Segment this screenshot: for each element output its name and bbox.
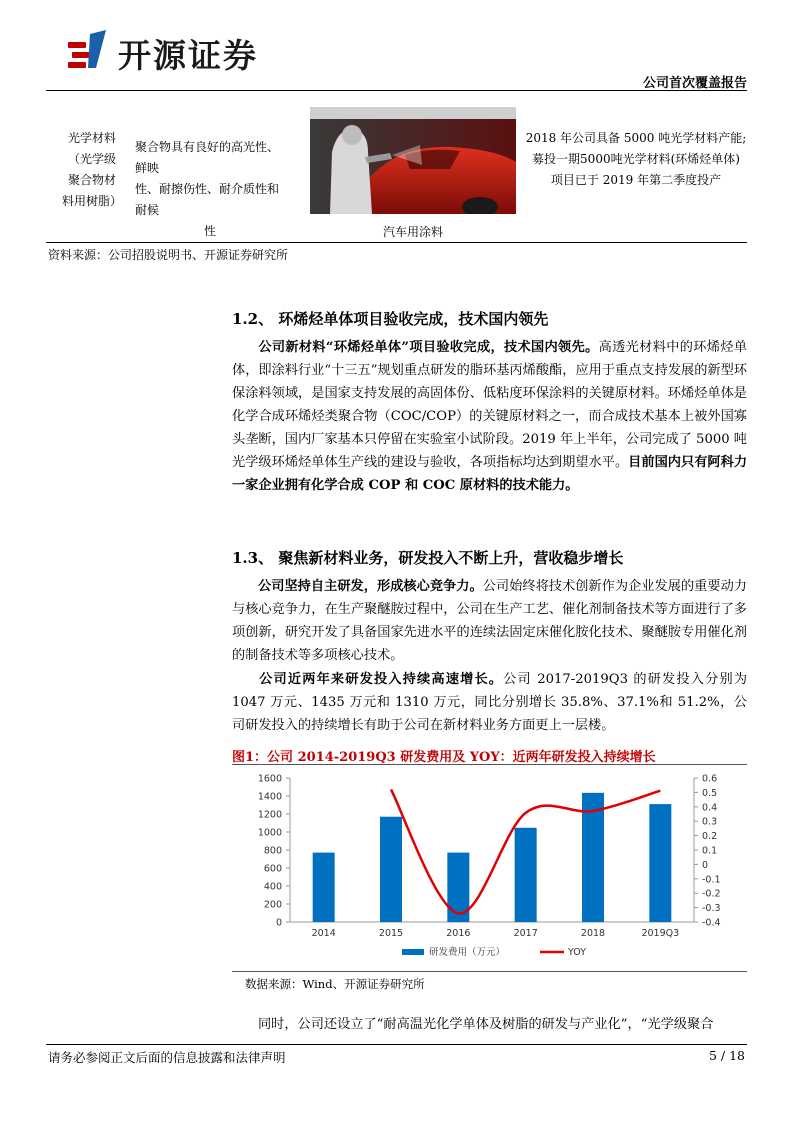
left-tick-label: 400 <box>263 881 282 893</box>
image-caption: 汽车用涂料 <box>382 225 443 239</box>
left-tick-label: 600 <box>263 863 282 875</box>
cell-line: 料用树脂） <box>61 194 122 208</box>
right-tick-label: 0.1 <box>702 845 718 857</box>
cell-line: 2018 年公司具备 5000 吨光学材料产能; <box>525 131 747 145</box>
table-cell-capacity <box>520 128 752 191</box>
left-tick-label: 0 <box>275 917 282 929</box>
cell-line: 聚合物材 <box>67 173 116 187</box>
figure-title: 图1：公司 2014-2019Q3 研发费用及 YOY：近两年研发投入持续增长 <box>232 750 656 765</box>
bar-2017 <box>515 828 537 922</box>
paragraph-body: 公司 2017-2019Q3 的研发投入分别为 1047 万元、1435 万元和 1310 万元，同比分别增长 35.8%、37.1%和 51.2%，公司研发投入的持续增长有助于公司在新材料业务方面更上一层楼。 <box>232 672 748 733</box>
rd-expense-chart <box>232 766 747 971</box>
section-title-1-3: 1.3、 聚焦新材料业务，研发投入不断上升，营收稳步增长 <box>232 549 624 567</box>
paragraph-body: 同时，公司还设立了“耐高温光化学单体及树脂的研发与产业化”，“光学级聚合 <box>258 1017 714 1032</box>
section-title-1-2: 1.2、 环烯烃单体项目验收完成，技术国内领先 <box>232 310 549 328</box>
car-painting-photo <box>310 107 516 214</box>
bar-2019Q3 <box>649 804 671 922</box>
right-tick-label: 0 <box>702 859 709 871</box>
paragraph-bold-lead: 公司坚持自主研发，形成核心竞争力。 <box>258 579 483 594</box>
table-cell-properties <box>135 137 285 242</box>
bar-2014 <box>313 853 335 922</box>
report-type: 公司首次覆盖报告 <box>642 76 747 91</box>
paragraph-bold-tail: 目前国内只有阿科力一家企业拥有化学合成 COP 和 COC 原材料的技术能力。 <box>232 455 748 493</box>
right-tick-label: -0.4 <box>702 917 721 929</box>
x-tick-label: 2015 <box>378 928 404 939</box>
header-divider <box>46 90 747 91</box>
left-tick-label: 200 <box>263 899 282 911</box>
left-tick-label: 1200 <box>257 809 282 821</box>
x-tick-label: 2017 <box>513 928 538 939</box>
legend-label-line: YOY <box>568 947 587 958</box>
x-tick-label: 2018 <box>580 928 606 939</box>
x-tick-label: 2016 <box>446 928 471 939</box>
cell-line: （光学级 <box>67 152 116 166</box>
paragraph-continuation <box>232 1013 747 1036</box>
paragraph-bold-lead: 公司新材料“环烯烃单体”项目验收完成，技术国内领先。 <box>258 340 599 355</box>
figure-top-border <box>232 764 747 765</box>
cell-line: 聚合物具有良好的高光性、鲜映 <box>135 140 280 175</box>
footer-disclaimer: 请务必参阅正文后面的信息披露和法律声明 <box>48 1050 286 1065</box>
right-tick-label: 0.2 <box>702 831 718 843</box>
right-tick-label: 0.4 <box>702 802 718 814</box>
bar-2015 <box>380 817 402 922</box>
x-tick-label: 2019Q3 <box>641 928 680 939</box>
right-tick-label: 0.6 <box>702 773 718 785</box>
figure-source: 数据来源：Wind、开源证券研究所 <box>245 977 425 991</box>
company-logo-text: 开源证券 <box>118 36 258 75</box>
footer-divider <box>46 1044 747 1045</box>
right-tick-label: -0.3 <box>702 903 721 915</box>
table-cell-material <box>48 128 136 212</box>
cell-line: 光学材料 <box>67 131 116 145</box>
table-bottom-border <box>46 242 747 243</box>
x-tick-label: 2014 <box>311 928 336 939</box>
table-source: 资料来源：公司招股说明书、开源证券研究所 <box>48 248 289 262</box>
left-tick-label: 1600 <box>257 773 282 785</box>
left-tick-label: 1000 <box>257 827 282 839</box>
company-logo-icon <box>66 28 110 72</box>
cell-line: 募投一期5000吨光学材料(环烯烃单体) <box>532 152 740 166</box>
figure-bottom-border <box>232 971 747 972</box>
paragraph-body: 高透光材料中的环烯烃单体，即涂料行业“十三五”规划重点研发的脂环基丙烯酸酯，应用于重点支持发展的新型环保涂料领域，是国家支持发展的高固体份、低粘度环保涂料的关键原材料。环烯烃单体是化学合成环烯烃类聚合物（COC/COP）的关键原材料之一，而合成技术基本上被外国寡头垄断，国内厂家基本只停留在实验室小试阶段。2019 年上半年，公司完成了 5000 吨光学级环烯烃单体生产线的建设与验收，各项指标均达到期望水平。 <box>232 340 748 470</box>
cell-line: 项目已于 2019 年第二季度投产 <box>550 173 722 187</box>
legend-swatch-bar <box>402 949 424 955</box>
cell-line: 性 <box>203 224 216 238</box>
legend-label-bar: 研发费用（万元） <box>429 947 506 958</box>
right-tick-label: -0.2 <box>702 888 721 900</box>
paragraph-bold-lead: 公司近两年来研发投入持续高速增长。 <box>258 672 504 687</box>
left-tick-label: 800 <box>263 845 282 857</box>
paragraph-body: 公司始终将技术创新作为企业发展的重要动力与核心竞争力，在生产聚醚胺过程中，公司在生产工艺、催化剂制备技术等方面进行了多项创新，研究开发了具备国家先进水平的连续法固定床催化胺化技术、聚醚胺专用催化剂的制备技术等多项核心技术。 <box>232 579 747 663</box>
paragraph-1-2 <box>232 336 747 497</box>
page-number: 5 / 18 <box>708 1048 745 1063</box>
paragraph-1-3-a <box>232 575 747 667</box>
right-tick-label: 0.3 <box>702 816 718 828</box>
right-tick-label: -0.1 <box>702 874 721 886</box>
cell-line: 性、耐擦伤性、耐介质性和耐候 <box>135 182 280 217</box>
paragraph-1-3-b <box>232 668 747 737</box>
left-tick-label: 1400 <box>257 791 282 803</box>
right-tick-label: 0.5 <box>702 787 718 799</box>
